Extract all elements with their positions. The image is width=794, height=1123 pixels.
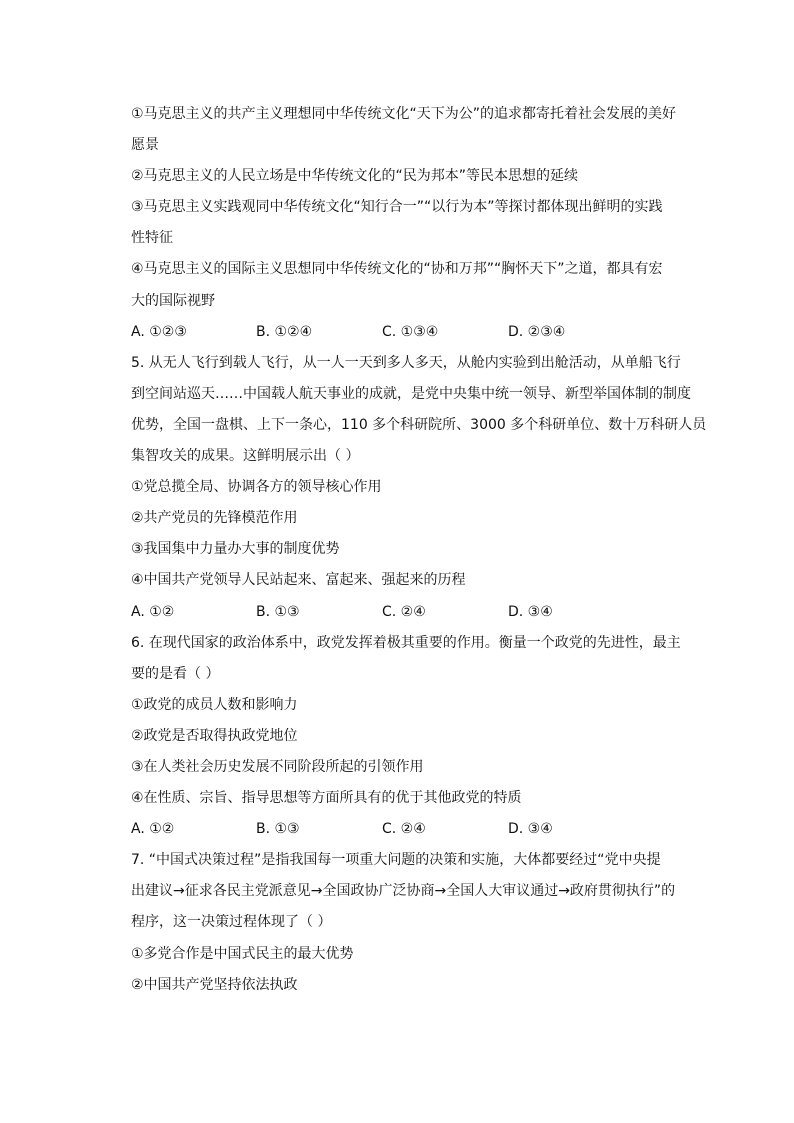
q4-answer-options [131,317,693,348]
q4-statement-2: ②马克思主义的人民立场是中华传统文化的“民为邦本”等民本思想的延续 [131,168,579,185]
q5-option-a: A. ①② [131,603,175,620]
q4-statement-4-line-2: 大的国际视野 [131,292,215,309]
q6-option-c: C. ②④ [382,821,426,838]
q5-statement-3: ③我国集中力量办大事的制度优势 [131,541,340,558]
q6-answer-options [131,814,693,845]
q7-statement-2: ②中国共产党坚持依法执政 [131,976,298,993]
q7-stem-line-2: 出建议→征求各民主党派意见→全国政协广泛协商→全国人大审议通过→政府贯彻执行”的 [131,883,676,900]
q6-stem-line-2: 要的是看（ ） [131,665,220,682]
q5-answer-options [131,597,693,628]
q7-statement-1: ①多党合作是中国式民主的最大优势 [131,945,354,962]
q6-option-b: B. ①③ [256,821,300,838]
q4-statement-3-line-1: ③马克思主义实践观同中华传统文化“知行合一”“以行为本”等探讨都体现出鲜明的实践 [131,199,663,216]
q6-option-d: D. ③④ [508,821,553,838]
q6-statement-4: ④在性质、宗旨、指导思想等方面所具有的优于其他政党的特质 [131,790,522,807]
q5-statement-1: ①党总揽全局、协调各方的领导核心作用 [131,479,382,496]
q5-stem-line-3: 优势，全国一盘棋、上下一条心，110 多个科研院所、3000 多个科研单位、数十万科研人员 [131,416,707,433]
q4-option-a: A. ①②③ [131,323,187,340]
question-content [131,99,707,1001]
q6-statement-3: ③在人类社会历史发展不同阶段所起的引领作用 [131,758,424,775]
q5-statement-2: ②共产党员的先锋模范作用 [131,510,298,527]
q7-stem-line-1: 7. “中国式决策过程”是指我国每一项重大问题的决策和实施，大体都要经过“党中央提 [131,852,661,869]
q5-stem-line-2: 到空间站巡天……中国载人航天事业的成就，是党中央集中统一领导、新型举国体制的制度 [131,385,691,402]
q5-option-b: B. ①③ [256,603,300,620]
q4-statement-3-line-2: 性特征 [131,230,173,247]
q5-option-c: C. ②④ [382,603,426,620]
q6-statement-2: ②政党是否取得执政党地位 [131,727,298,744]
q5-statement-4: ④中国共产党领导人民站起来、富起来、强起来的历程 [131,572,466,589]
q5-stem-line-4: 集智攻关的成果。这鲜明展示出（ ） [131,448,360,465]
q7-stem-line-3: 程序，这一决策过程体现了（ ） [131,914,332,931]
q4-option-c: C. ①③④ [382,323,439,340]
q4-statement-1-line-2: 愿景 [131,137,159,154]
q4-statement-1-line-1: ①马克思主义的共产主义理想同中华传统文化“天下为公”的追求都寄托着社会发展的美好 [131,106,677,122]
q4-option-d: D. ②③④ [508,323,566,340]
q4-statement-4-line-1: ④马克思主义的国际主义思想同中华传统文化的“协和万邦”“胸怀天下”之道，都具有宏 [131,261,663,278]
q6-stem-line-1: 6. 在现代国家的政治体系中，政党发挥着极其重要的作用。衡量一个政党的先进性，最主 [131,634,681,651]
q4-option-b: B. ①②④ [256,323,313,340]
q6-statement-1: ①政党的成员人数和影响力 [131,696,298,713]
q5-option-d: D. ③④ [508,603,553,620]
q6-option-a: A. ①② [131,821,175,838]
q5-stem-line-1: 5. 从无人飞行到载人飞行，从一人一天到多人多天，从舱内实验到出舱活动，从单船飞行 [131,354,681,371]
